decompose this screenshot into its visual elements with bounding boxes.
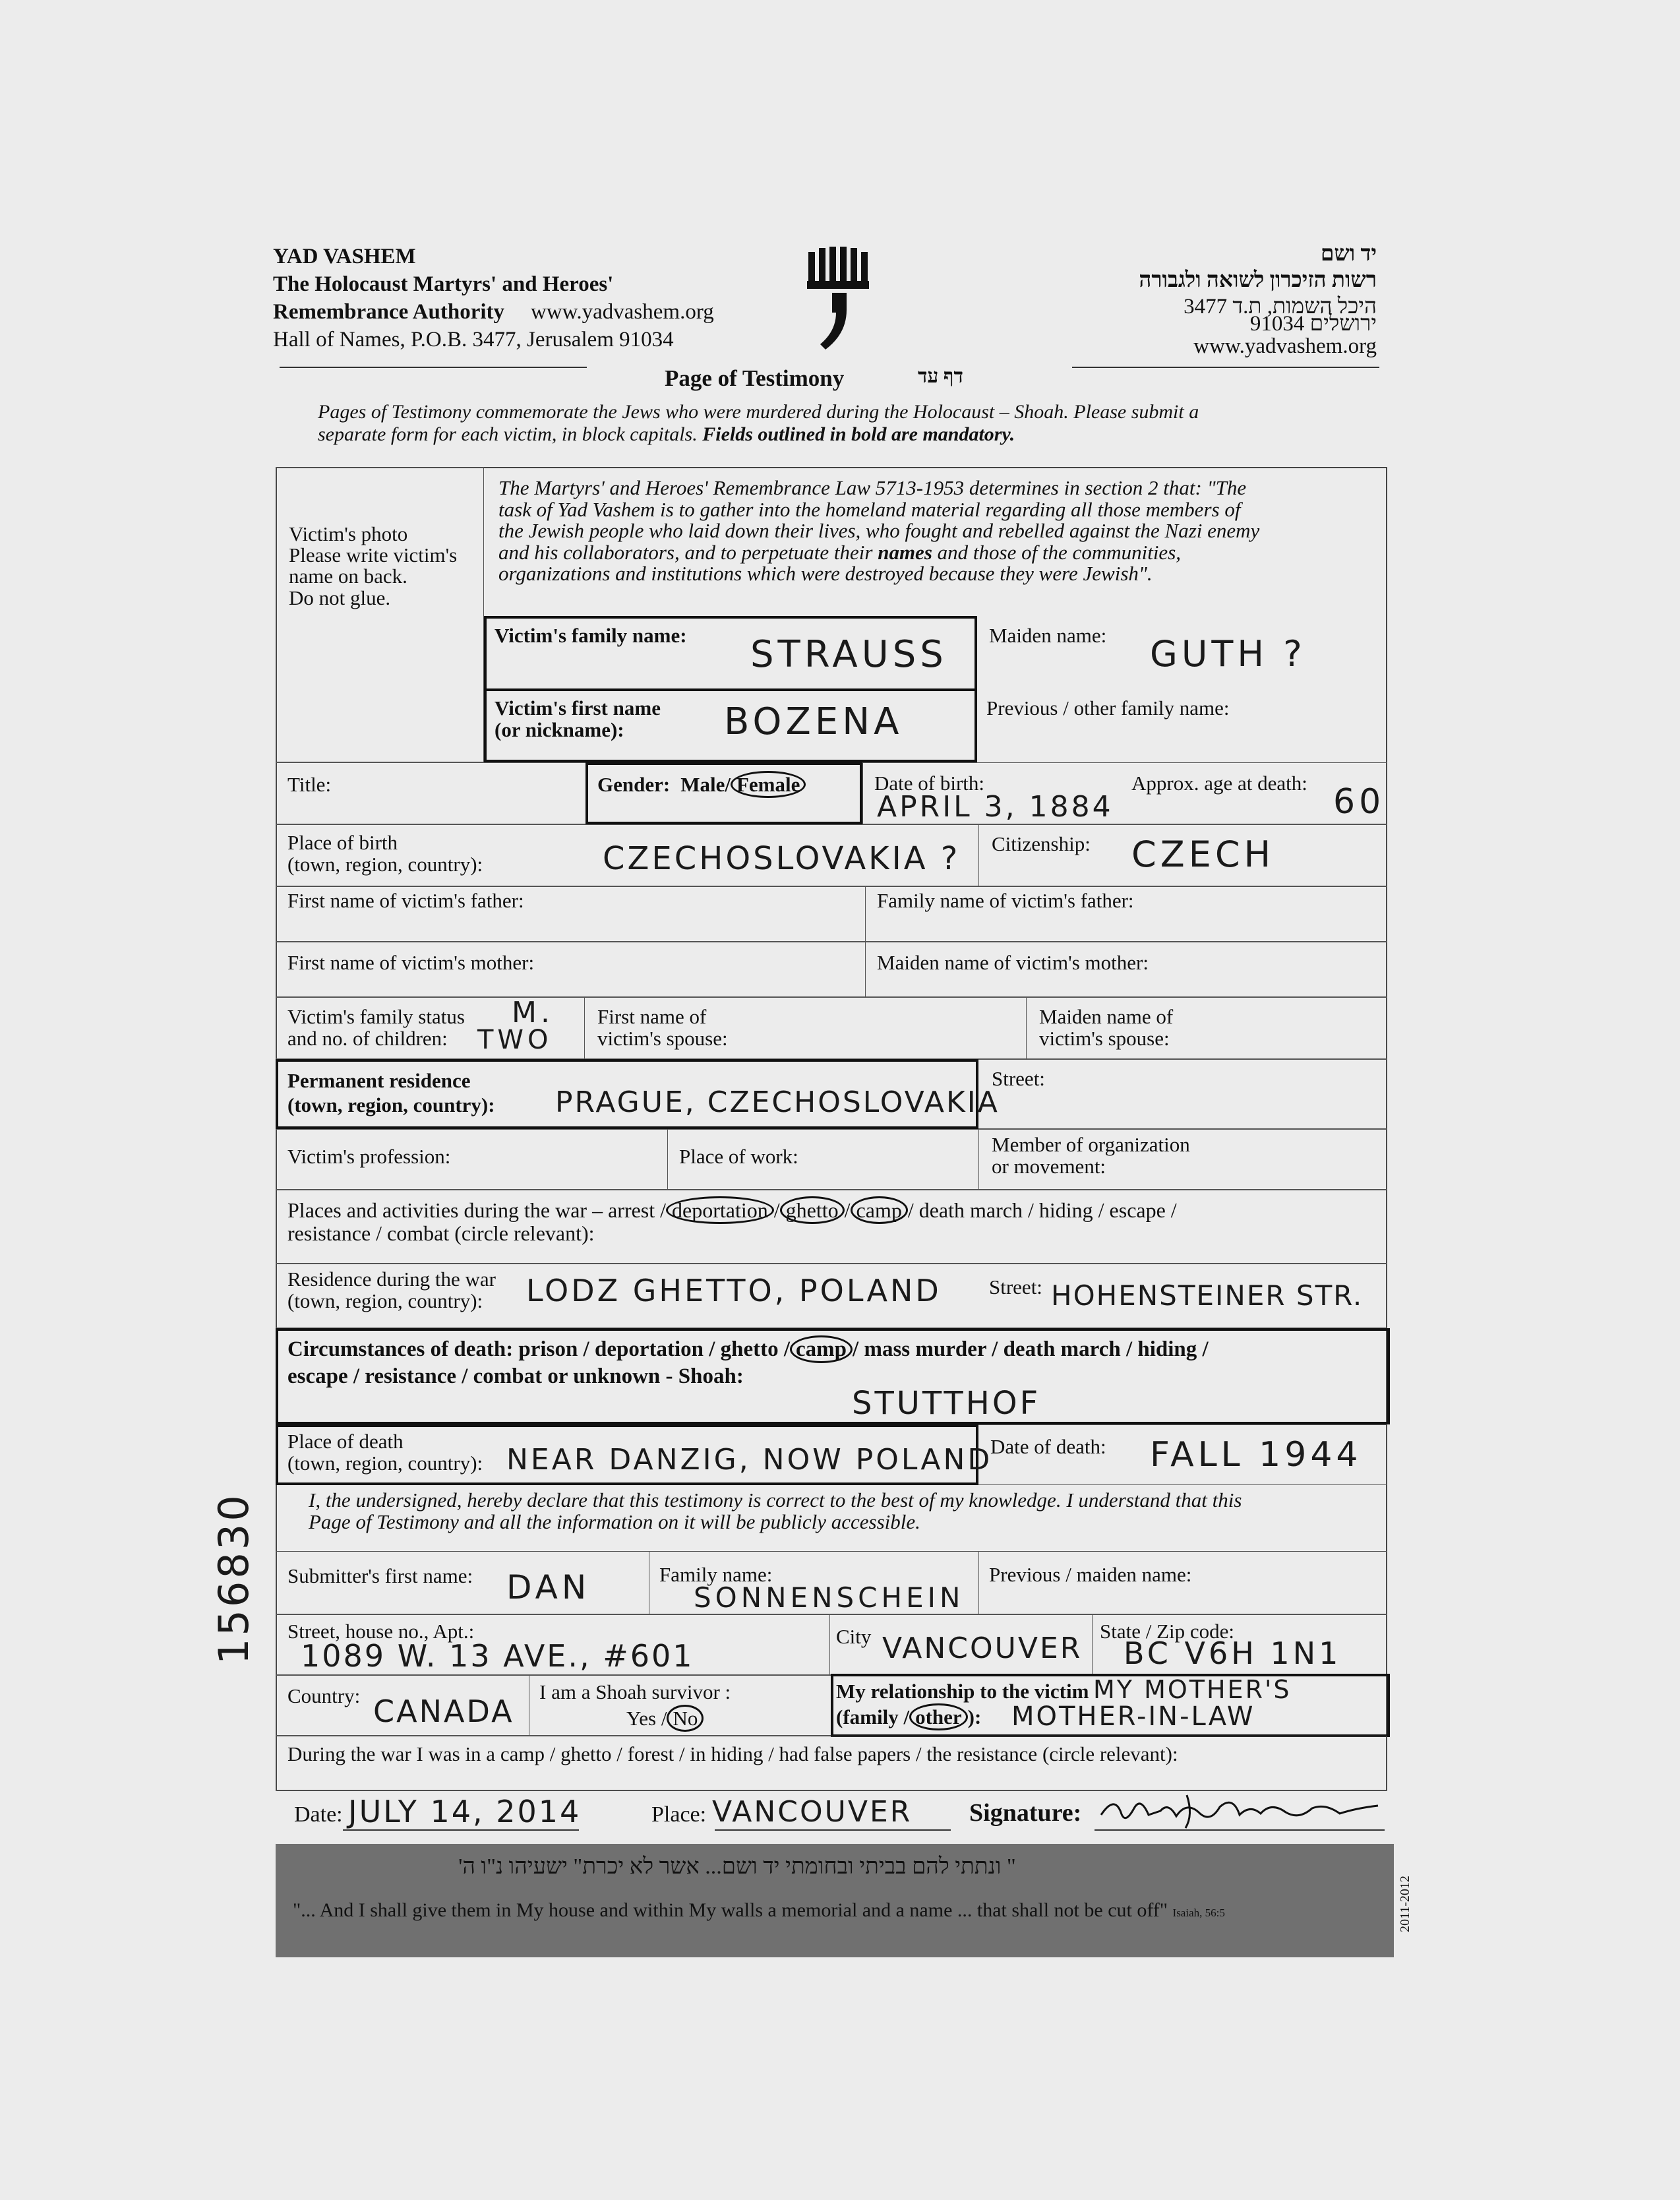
state-label: State / Zip code: bbox=[1100, 1620, 1235, 1643]
org-address: Hall of Names, P.O.B. 3477, Jerusalem 91034 bbox=[273, 328, 674, 351]
death-date-field[interactable]: FALL 1944 bbox=[1150, 1435, 1362, 1475]
signature-label: Signature: bbox=[969, 1799, 1082, 1827]
declaration-text: I, the undersigned, hereby declare that this testimony is correct to the best of my knowledge. I understand that this Page of Testimony and all the information on it will be publicly accessible. bbox=[309, 1488, 1242, 1534]
header-rule-right bbox=[1072, 367, 1379, 368]
org-name: YAD VASHEM bbox=[273, 245, 416, 268]
birthplace-label: Place of birth (town, region, country): bbox=[287, 831, 483, 876]
citizenship-label: Citizenship: bbox=[992, 832, 1091, 855]
family-name-label: Victim's family name: bbox=[495, 624, 687, 647]
death-place-field[interactable]: NEAR DANZIG, NOW POLAND bbox=[506, 1443, 993, 1477]
place-line bbox=[715, 1829, 951, 1831]
law-text: The Martyrs' and Heroes' Remembrance Law 5713-1953 determines in section 2 that: "The task of Yad Vashem is to gather into the homeland material regarding all those members of the Jewish people who laid down their lives, who fought and rebelled against the Nazi enemy and his collaborators, and to perpetuate their names and those of the communities, organizations and institutions which were destroyed because they were Jewish". bbox=[498, 476, 1260, 586]
circumstances-label: Circumstances of death: prison / deportation / ghetto / camp / mass murder / death march / hiding / escape / resistance / combat or unknown - Shoah: bbox=[287, 1336, 1209, 1391]
photo-box[interactable] bbox=[276, 467, 484, 762]
dob-field[interactable]: APRIL 3, 1884 bbox=[877, 790, 1114, 824]
mother-maiden-label: Maiden name of victim's mother: bbox=[877, 951, 1149, 974]
birthplace-field[interactable]: CZECHOSLOVAKIA ? bbox=[603, 840, 961, 877]
maiden-name-label: Maiden name: bbox=[989, 624, 1107, 647]
org-line2: The Holocaust Martyrs' and Heroes' bbox=[273, 272, 614, 296]
previous-name-label: Previous / other family name: bbox=[986, 696, 1230, 719]
maiden-name-field[interactable]: GUTH ? bbox=[1150, 633, 1306, 675]
submitter-family-label: Family name: bbox=[659, 1563, 773, 1586]
dob-divider bbox=[862, 762, 863, 824]
war-residence-label: Residence during the war (town, region, country): bbox=[287, 1268, 496, 1312]
war-residence-field[interactable]: LODZ GHETTO, POLAND bbox=[526, 1273, 942, 1308]
country-label: Country: bbox=[287, 1684, 361, 1707]
residence-field[interactable]: PRAGUE, CZECHOSLOVAKIA bbox=[555, 1085, 1000, 1119]
heb-website: www.yadvashem.org bbox=[1193, 334, 1377, 358]
residence-label: Permanent residence (town, region, country): bbox=[287, 1069, 495, 1117]
page-title: Page of Testimony bbox=[665, 365, 845, 391]
heb-org-name: יד ושם bbox=[1320, 242, 1377, 266]
date-field[interactable]: JULY 14, 2014 bbox=[348, 1794, 582, 1829]
children-field[interactable]: TWO bbox=[477, 1025, 553, 1055]
age-label: Approx. age at death: bbox=[1131, 772, 1307, 795]
menorah-hand-logo-icon bbox=[806, 247, 872, 352]
mother-first-label: First name of victim's mother: bbox=[287, 951, 535, 974]
spouse-first-label: First name of victim's spouse: bbox=[597, 1005, 728, 1050]
photo-instructions: Victim's photo Please write victim's name on back. Do not glue. bbox=[289, 522, 458, 609]
city-field[interactable]: VANCOUVER bbox=[882, 1632, 1083, 1665]
spouse-divider bbox=[584, 997, 585, 1059]
father-first-label: First name of victim's father: bbox=[287, 889, 524, 912]
submitter-prev-divider bbox=[978, 1551, 979, 1614]
age-field[interactable]: 60 bbox=[1333, 782, 1385, 822]
war-status-label: During the war I was in a camp / ghetto / forest / in hiding / had false papers / the resistance (circle relevant): bbox=[287, 1742, 1178, 1765]
dob-label: Date of birth: bbox=[874, 772, 985, 795]
victim-name-divider bbox=[484, 688, 977, 691]
heb-org-line2: רשות הזיכרון לשואה ולגבורה bbox=[1139, 268, 1377, 292]
citizenship-divider bbox=[978, 824, 979, 886]
place-label: Place: bbox=[651, 1802, 707, 1827]
survivor-field[interactable]: Yes / No bbox=[626, 1708, 704, 1730]
submitter-family-field[interactable]: SONNENSCHEIN bbox=[694, 1581, 965, 1614]
first-name-label: Victim's first name (or nickname): bbox=[495, 696, 661, 741]
profession-label: Victim's profession: bbox=[287, 1145, 451, 1168]
submitter-street-label: Street, house no., Apt.: bbox=[287, 1620, 475, 1643]
date-label: Date: bbox=[294, 1802, 343, 1827]
death-date-label: Date of death: bbox=[990, 1435, 1106, 1458]
citizenship-field[interactable]: CZECH bbox=[1131, 834, 1275, 875]
war-street-field[interactable]: HOHENSTEINER STR. bbox=[1051, 1279, 1364, 1312]
submitter-first-label: Submitter's first name: bbox=[287, 1564, 473, 1587]
relationship-field-line2[interactable]: MOTHER-IN-LAW bbox=[1011, 1701, 1255, 1732]
relationship-label: My relationship to the victim (family / other ): bbox=[836, 1679, 1089, 1730]
family-status-field[interactable]: M. bbox=[512, 996, 554, 1029]
state-divider bbox=[1092, 1614, 1093, 1675]
country-field[interactable]: CANADA bbox=[373, 1694, 514, 1729]
date-line bbox=[343, 1829, 579, 1831]
organization-label: Member of organization or movement: bbox=[992, 1133, 1190, 1178]
street-label: Street: bbox=[992, 1067, 1045, 1090]
heb-org-line4: ירושלים 91034 bbox=[1249, 312, 1377, 336]
spouse-maiden-divider bbox=[1026, 997, 1027, 1059]
family-name-field[interactable]: STRAUSS bbox=[750, 633, 947, 676]
family-status-label: Victim's family status and no. of children: bbox=[287, 1005, 465, 1050]
submitter-first-field[interactable]: DAN bbox=[506, 1568, 591, 1606]
war-street-label: Street: bbox=[989, 1275, 1042, 1299]
city-label: City bbox=[836, 1625, 872, 1648]
death-place-label: Place of death (town, region, country): bbox=[287, 1430, 483, 1475]
title-label: Title: bbox=[287, 773, 332, 796]
intro-line1: Pages of Testimony commemorate the Jews who were murdered during the Holocaust – Shoah. Please submit a bbox=[318, 401, 1199, 423]
state-field[interactable]: BC V6H 1N1 bbox=[1124, 1635, 1342, 1671]
spouse-maiden-label: Maiden name of victim's spouse: bbox=[1039, 1005, 1174, 1050]
footer-year: 2011-2012 bbox=[1398, 1876, 1412, 1932]
org-line3: Remembrance Authority www.yadvashem.org bbox=[273, 300, 714, 324]
place-field[interactable]: VANCOUVER bbox=[712, 1795, 913, 1829]
gender-field[interactable]: Gender: Male/ Female bbox=[597, 774, 806, 796]
margin-case-number: 156830 bbox=[210, 1492, 258, 1665]
intro-line2: separate form for each victim, in block capitals. Fields outlined in bold are mandatory. bbox=[318, 423, 1015, 445]
organization-divider bbox=[978, 1129, 979, 1190]
circumstances-field[interactable]: STUTTHOF bbox=[852, 1385, 1041, 1422]
submitter-street-field[interactable]: 1089 W. 13 AVE., #601 bbox=[301, 1638, 694, 1674]
relationship-field-line1[interactable]: MY MOTHER'S bbox=[1093, 1675, 1292, 1704]
header-rule-left bbox=[280, 367, 587, 368]
footer-hebrew-quote: " ונתתי להם בביתי ובחומתי יד ושם... אשר לא יכרת" ישעיהו נ"ו ה' bbox=[458, 1854, 1016, 1879]
war-activities-field[interactable]: Places and activities during the war – arrest / deportation / ghetto / camp / death march / hiding / escape / resistance / combat (circle relevant): bbox=[287, 1199, 1177, 1245]
workplace-divider bbox=[667, 1129, 668, 1190]
heb-org-line3: היכל השמות, ת.ד 3477 bbox=[1184, 295, 1377, 319]
first-name-field[interactable]: BOZENA bbox=[724, 700, 903, 743]
page-title-hebrew: דף עד bbox=[918, 365, 963, 387]
footer-english-quote: "... And I shall give them in My house and within My walls a memorial and a name ... that shall not be cut off" Isaiah, 56:5 bbox=[293, 1899, 1225, 1921]
signature-image[interactable] bbox=[1095, 1788, 1385, 1832]
survivor-label: I am a Shoah survivor : bbox=[539, 1680, 731, 1703]
submitter-prev-label: Previous / maiden name: bbox=[989, 1563, 1192, 1586]
city-divider bbox=[829, 1614, 830, 1675]
father-family-label: Family name of victim's father: bbox=[877, 889, 1134, 912]
workplace-label: Place of work: bbox=[679, 1145, 798, 1168]
